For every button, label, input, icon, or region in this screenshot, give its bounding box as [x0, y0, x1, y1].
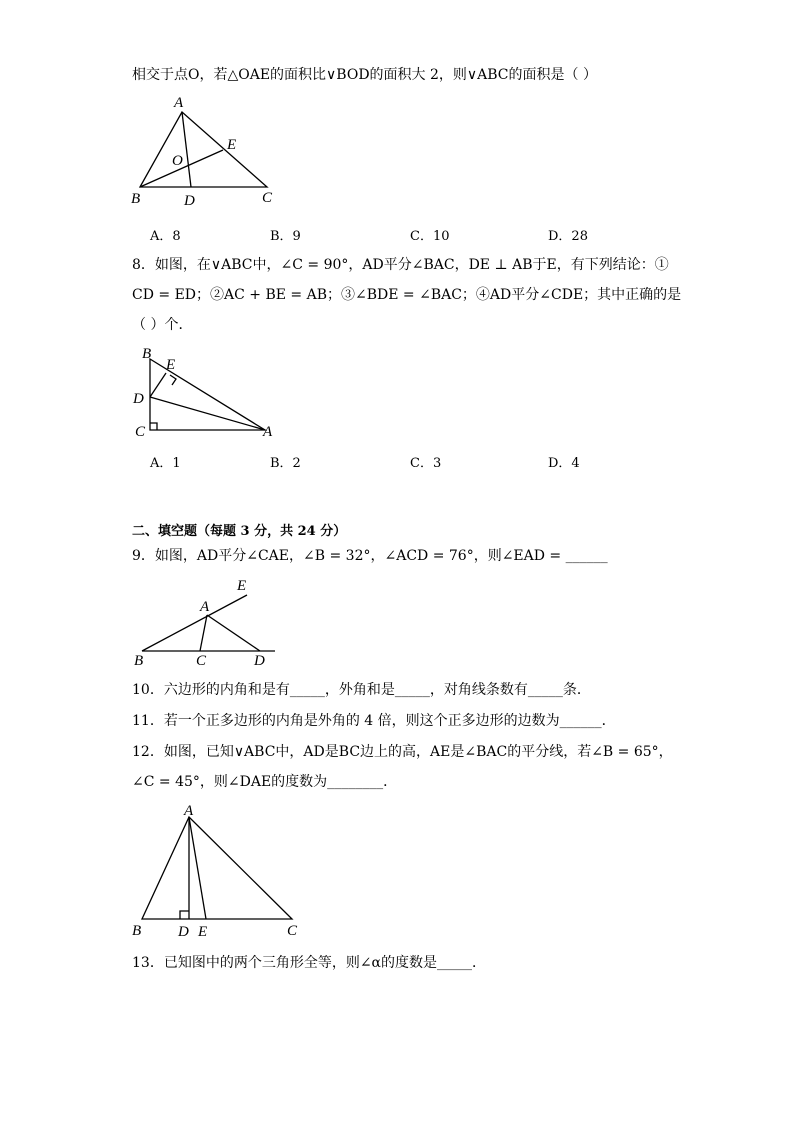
- q8-figure: [130, 345, 290, 445]
- q8-label-a: A: [263, 424, 273, 440]
- q12-label-c: C: [287, 923, 298, 939]
- q8-label-b: B: [142, 346, 152, 362]
- q7-text: 相交于点O，若△OAE的面积比∨BOD的面积大 2，则∨ABC的面积是（ ）: [132, 67, 597, 83]
- q8-label-d: D: [133, 391, 144, 407]
- q7-figure: [125, 90, 295, 215]
- q7-label-d: D: [184, 193, 195, 209]
- q12-text-line2: ∠C = 45°，则∠DAE的度数为________．: [132, 774, 398, 790]
- q7-label-a: A: [174, 95, 184, 111]
- q7-option-c[interactable]: C．10: [410, 229, 450, 244]
- q9-label-d: D: [254, 653, 265, 669]
- q12-label-a: A: [184, 803, 194, 819]
- q10-text: 10．六边形的内角和是有_____，外角和是_____，对角线条数有_____条．: [132, 682, 591, 698]
- q7-label-e: E: [227, 137, 237, 153]
- q8-text-line2: CD = ED；②AC + BE = AB；③∠BDE = ∠BAC；④AD平分∠CDE；其中正确的是: [132, 287, 682, 303]
- q8-text-line3: （ ）个．: [132, 317, 193, 333]
- q11-text: 11．若一个正多边形的内角是外角的 4 倍，则这个正多边形的边数为______．: [132, 713, 616, 729]
- q7-option-a[interactable]: A．8: [150, 229, 181, 244]
- q12-label-e: E: [198, 924, 208, 940]
- q9-label-e: E: [237, 578, 247, 594]
- q8-option-b[interactable]: B．2: [270, 456, 301, 471]
- q8-text-line1: 8．如图，在∨ABC中，∠C = 90°，AD平分∠BAC，DE ⊥ AB于E，有下列结论：①: [132, 257, 669, 273]
- q8-label-c: C: [135, 424, 146, 440]
- q9-figure: [130, 575, 290, 670]
- q9-label-b: B: [134, 653, 144, 669]
- q9-text: 9．如图，AD平分∠CAE，∠B = 32°，∠ACD = 76°，则∠EAD = ______: [132, 548, 608, 564]
- q7-option-b[interactable]: B．9: [270, 229, 301, 244]
- q7-label-c: C: [262, 190, 273, 206]
- q8-option-a[interactable]: A．1: [150, 456, 181, 471]
- q12-label-b: B: [132, 923, 142, 939]
- q12-text-line1: 12．如图，已知∨ABC中，AD是BC边上的高，AE是∠BAC的平分线，若∠B = 65°，: [132, 744, 673, 760]
- q7-label-b: B: [131, 191, 141, 207]
- q8-label-e: E: [166, 357, 176, 373]
- q8-option-d[interactable]: D．4: [548, 456, 580, 471]
- section-heading: 二、填空题（每题 3 分，共 24 分）: [132, 524, 347, 539]
- q8-option-c[interactable]: C．3: [410, 456, 442, 471]
- q7-option-d[interactable]: D．28: [548, 229, 588, 244]
- q9-label-a: A: [200, 599, 210, 615]
- q7-label-o: O: [172, 153, 183, 169]
- q12-label-d: D: [178, 924, 189, 940]
- q9-label-c: C: [196, 653, 207, 669]
- q13-text: 13．已知图中的两个三角形全等，则∠α的度数是_____．: [132, 955, 486, 971]
- q12-figure: [130, 800, 310, 945]
